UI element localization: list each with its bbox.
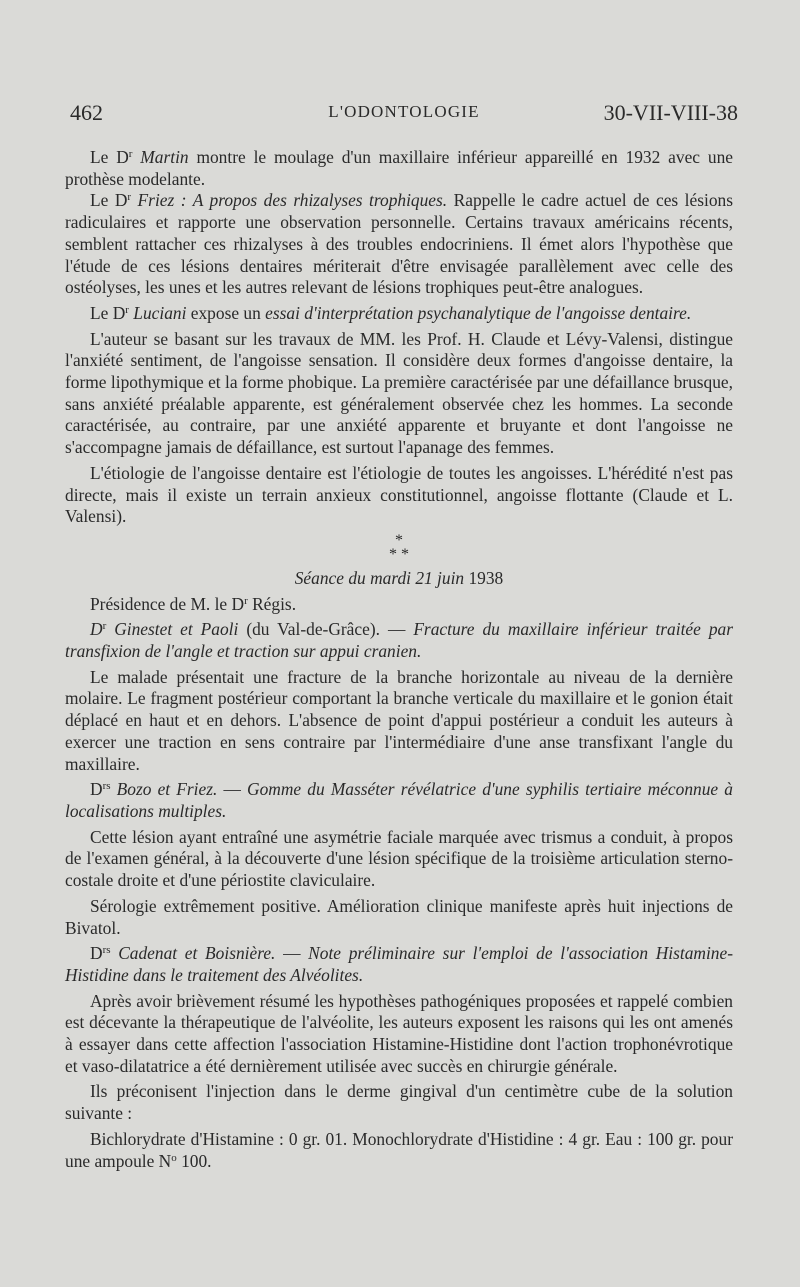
journal-title: L'ODONTOLOGIE [328,102,480,121]
communication-bozo: $D^{rs}$ Bozo et Friez. — Gomme du Masséter révélatrice d'une syphilis tertiaire méconnue à localisations multiples. [65,779,733,821]
issue-date: 30-VII-VIII-38 [603,100,738,125]
paragraph-friez: Le $D^r$ Friez : A propos des rhizalyses trophiques. Rappelle le cadre actuel de ces lésions radiculaires et rapporte une observation personnelle. Certains travaux américains récents, semblent rattacher ces rhizalyses à des troubles endocriniens. Il émet alors l'hypothèse que l'étude de ces lésions dentaires mériterait d'être envisagée parallèlement avec celle des ostéolyses, les unes et les autres relevant de lésions trophiques peut-être analogues. [65,190,733,298]
paragraph-luciani: Le $D^r$ Luciani expose un essai d'interprétation psychanalytique de l'angoisse dentaire. [90,302,692,323]
communication-ginestet: $D^r$ Ginestet et Paoli (du Val-de-Grâce). — Fracture du maxillaire inférieur traitée par transfixion de l'angle et traction sur appui cranien. [65,619,733,662]
paragraph-lesion: Cette lésion ayant entraîné une asymétrie faciale marquée avec trismus a conduit, à propos de l'examen général, à la découverte d'une lésion spécifique de la troisième articulation sterno-costale droite et d'une périostite claviculaire. [65,826,733,891]
paragraph-injection: Ils préconisent l'injection dans le derme gingival d'un centimètre cube de la solution suivante : [65,1081,733,1124]
running-header [70,100,738,130]
page-number: 462 [70,100,103,125]
paragraph-martin: Le $D^r$ Martin montre le moulage d'un maxillaire inférieur appareillé en 1932 avec une prothèse modelante. [65,147,733,189]
paragraph-angoisse: L'auteur se basant sur les travaux de MM. les Prof. H. Claude et Lévy-Valensi, distingue l'anxiété sentiment, de l'angoisse sensation. Il considère deux formes d'angoisse dentaire, la forme lipothymique et la forme phobique. La première caractérisée par une défaillance brusque, sans anxiété préalable apparente, est généralement observée chez les hommes. La seconde caractérisée, au contraire, par une anxiété apparente et bruyante et dont l'angoisse ne s'accompagne jamais de défaillance, est surtout l'apanage des femmes. [65,328,733,458]
paragraph-formule: Bichlorydrate d'Histamine : 0 gr. 01. Monochlorydrate d'Histidine : 4 gr. Eau : 100 gr. pour une ampoule $N^o$ 100. [65,1128,733,1171]
section-separator: * * * [389,531,409,563]
paragraph-alveolite: Après avoir brièvement résumé les hypothèses pathogéniques proposées et rappelé combien est décevante la thérapeutique de l'alvéolite, les auteurs exposent les raisons qui les ont amenés à essayer dans cette affection l'association Histamine-Histidine dont l'action trophonévrotique et vaso-dilatatrice a été dernièrement utilisée avec succès en chirurgie générale. [65,990,733,1076]
paragraph-fracture: Le malade présentait une fracture de la branche horizontale au niveau de la dernière molaire. Le fragment postérieur comportant la branche verticale du maxillaire et le gonion était déplacé en haut et en dehors. L'absence de point d'appui postérieur a conduit les auteurs à exercer une traction en sens contraire par l'intermédiaire d'une anse transfixant l'angle du maxillaire. [65,666,733,774]
paragraph-etiologie: L'étiologie de l'angoisse dentaire est l'étiologie de toutes les angoisses. L'hérédité n'est pas directe, mais il existe un terrain anxieux constitutionnel, angoisse flottante (Claude et L. Valensi). [65,462,733,527]
paragraph-serologie: Sérologie extrêmement positive. Amélioration clinique manifeste après huit injections de Bivatol. [65,895,733,938]
communication-cadenat: $D^{rs}$ Cadenat et Boisnière. — Note préliminaire sur l'emploi de l'association Histamine-Histidine dans le traitement des Alvéolites. [65,943,733,985]
page-body [65,147,733,1172]
presidence: Présidence de M. le $D^r$ Régis. [90,593,297,614]
session-heading: Séance du mardi 21 juin 1938 [294,567,504,588]
